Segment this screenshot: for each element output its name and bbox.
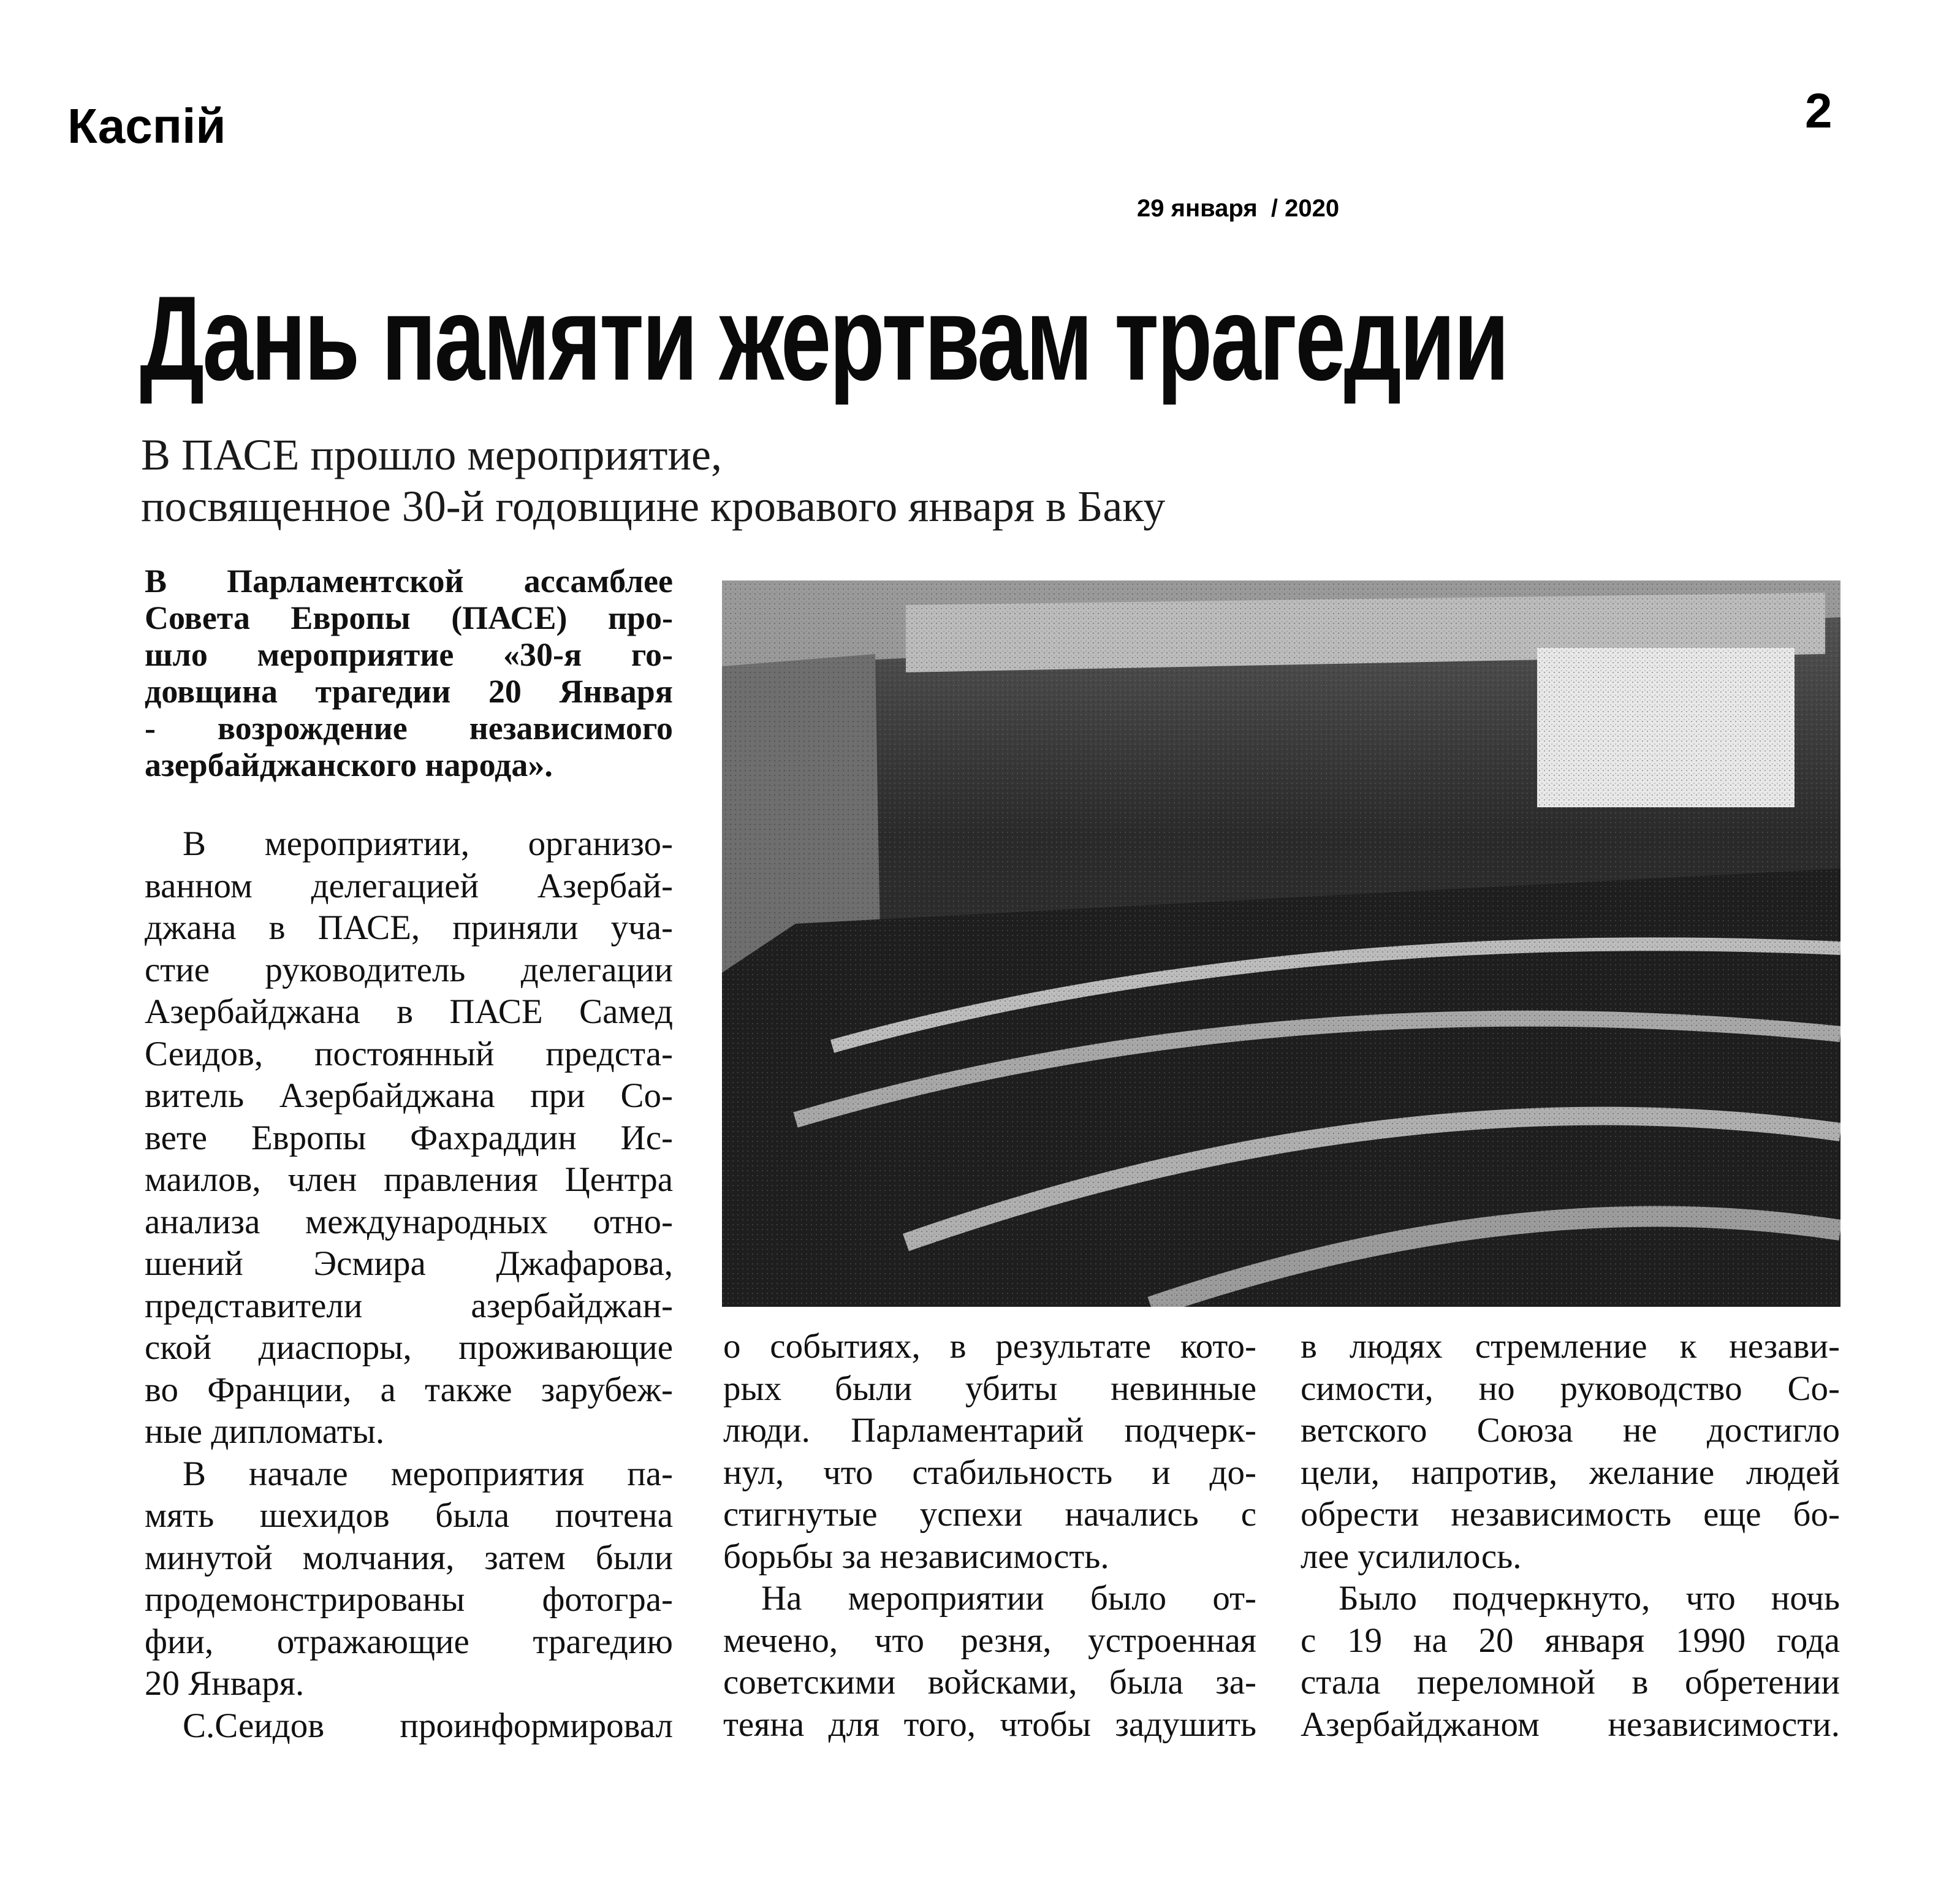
body-text-line: советскими войсками, была за- xyxy=(723,1663,1256,1702)
event-photo xyxy=(722,580,1840,1307)
body-text-line: ветского Союза не достигло xyxy=(1301,1411,1840,1450)
body-text-line: стала переломной в обретении xyxy=(1301,1663,1840,1702)
column-left xyxy=(145,0,673,1883)
page-number: 2 xyxy=(1805,83,1833,138)
body-text-line: стигнутые успехи начались с xyxy=(723,1495,1256,1534)
body-text-line: минутой молчания, затем были xyxy=(145,1538,673,1577)
body-text-line: о событиях, в результате кото- xyxy=(723,1327,1256,1366)
body-text-line: лее усилилось. xyxy=(1301,1537,1522,1576)
body-text-line: 20 Января. xyxy=(145,1664,305,1703)
body-text-line: мечено, что резня, устроенная xyxy=(723,1621,1256,1660)
lead-line: В Парламентской ассамблее xyxy=(145,563,673,599)
headline-text: Дань памяти жертвам трагедии xyxy=(140,271,1508,406)
body-text-line: джана в ПАСЕ, приняли уча- xyxy=(145,908,673,947)
body-text-line: мять шехидов была почтена xyxy=(145,1496,673,1535)
body-text-line: Сеидов, постоянный предста- xyxy=(145,1034,673,1073)
body-text-line: с 19 на 20 января 1990 года xyxy=(1301,1621,1840,1660)
body-text-line: вете Европы Фахраддин Ис- xyxy=(145,1118,673,1157)
body-text-line: ванном делегацией Азербай- xyxy=(145,866,673,905)
body-text-line: теяна для того, чтобы задушить xyxy=(723,1705,1256,1744)
issue-date: 29 января / 2020 xyxy=(1137,195,1340,222)
lead-line: - возрождение независимого xyxy=(145,710,673,747)
subheadline-line: В ПАСЕ прошло мероприятие, xyxy=(141,430,722,479)
body-text-line: маилов, член правления Центра xyxy=(145,1160,673,1199)
lead-paragraph xyxy=(145,563,673,783)
lead-line: шло мероприятие «30-я го- xyxy=(145,636,673,673)
body-text-line: цели, напротив, желание людей xyxy=(1301,1453,1840,1492)
body-text-line: анализа международных отно- xyxy=(145,1202,673,1241)
print-grain xyxy=(722,580,1840,1307)
body-text-line: ской диаспоры, проживающие xyxy=(145,1328,673,1367)
body-text-line: борьбы за независимость. xyxy=(723,1537,1109,1576)
lead-line: азербайджанского народа». xyxy=(145,747,553,783)
body-text-line: На мероприятии было от- xyxy=(761,1579,1256,1618)
body-text-line: Азербайджана в ПАСЕ Самед xyxy=(145,992,673,1031)
body-text-line: симости, но руководство Со- xyxy=(1301,1369,1840,1408)
body-text-line: обрести независимость еще бо- xyxy=(1301,1495,1840,1534)
body-text-line: фии, отражающие трагедию xyxy=(145,1622,673,1661)
body-text-line: рых были убиты невинные xyxy=(723,1369,1256,1408)
body-column-left xyxy=(145,823,673,1747)
body-text-line: продемонстрированы фотогра- xyxy=(145,1580,673,1619)
body-text-line: представители азербайджан- xyxy=(145,1286,673,1325)
body-text-line: С.Сеидов проинформировал xyxy=(183,1706,673,1745)
body-text-line: во Франции, а также зарубеж- xyxy=(145,1370,673,1409)
body-text-line: в людях стремление к незави- xyxy=(1301,1327,1840,1366)
body-column-right xyxy=(1301,1326,1840,1746)
body-text-line: люди. Парламентарий подчерк- xyxy=(723,1411,1256,1450)
body-text-line: шений Эсмира Джафарова, xyxy=(145,1244,673,1283)
subheadline-line: посвященное 30-й годовщине кровавого января в Баку xyxy=(141,482,1166,531)
newspaper-name: Каспій xyxy=(67,99,226,153)
body-text-line: В начале мероприятия па- xyxy=(183,1454,673,1493)
body-text-line: В мероприятии, организо- xyxy=(183,824,673,863)
body-text-line: Было подчеркнуто, что ночь xyxy=(1339,1579,1840,1618)
body-text-line: Азербайджаном независимости. xyxy=(1301,1705,1840,1744)
lead-line: довщина трагедии 20 Января xyxy=(145,673,673,710)
lead-line: Совета Европы (ПАСЕ) про- xyxy=(145,599,673,636)
body-text-line: ные дипломаты. xyxy=(145,1412,385,1451)
body-text-line: нул, что стабильность и до- xyxy=(723,1453,1256,1492)
body-text-line: витель Азербайджана при Со- xyxy=(145,1076,673,1115)
body-column-middle xyxy=(723,1326,1256,1746)
body-text-line: стие руководитель делегации xyxy=(145,950,673,989)
